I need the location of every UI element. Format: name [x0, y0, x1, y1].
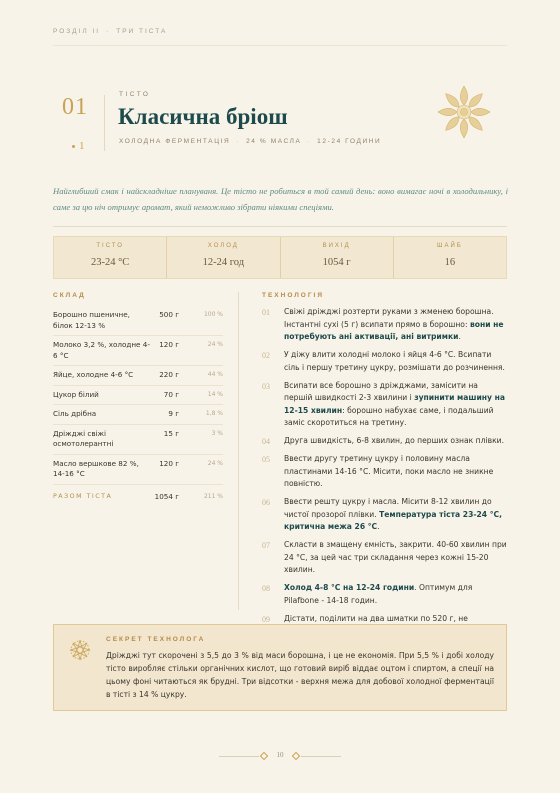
footer-line: [301, 756, 341, 757]
ingredient-row: [53, 405, 223, 425]
technology-step: [262, 435, 508, 448]
step-number: 01: [262, 308, 270, 317]
ingredient-name: Масло вершкове 82 %, 14-16 °C: [53, 458, 139, 478]
ingredient-pct: 44 %: [207, 371, 223, 378]
stat-value: 16: [444, 257, 456, 268]
technology-step: [262, 453, 508, 491]
meta-separator: ·: [307, 138, 312, 145]
diamond-icon: [292, 752, 300, 760]
step-number: 04: [262, 437, 270, 446]
stat-label: ШАЙБ: [436, 243, 463, 249]
total-label: РАЗОМ ТІСТА: [53, 492, 113, 500]
ingredient-qty: 70 г: [163, 389, 179, 399]
ingredient-row: [53, 336, 223, 366]
ingredient-row: [53, 306, 223, 336]
step-fragment: Скласти в змащену ємність, закрити. 40-60 хвилин при 24 °C, за цей час три складання через кожні 15-20 хвилин.: [284, 540, 507, 574]
stat-cold: [167, 237, 280, 278]
ingredient-name: Борошно пшеничне, білок 12-13 %: [53, 310, 130, 330]
footer-line: [219, 756, 259, 757]
ingredient-qty: 120 г: [159, 340, 179, 349]
running-head: [53, 28, 167, 35]
step-fragment: Ввести решту цукру і масла. Місити 8-12 хвилин до чистої прозорої плівки.: [284, 497, 492, 519]
step-text: [284, 349, 508, 374]
stat-value: 12-24 год: [202, 257, 245, 268]
stat-yield: [281, 237, 394, 278]
top-divider: [53, 45, 507, 46]
ingredient-row: [53, 366, 223, 386]
ingredient-pct: 14 %: [207, 390, 223, 398]
ingredient-row: [53, 386, 223, 406]
meta-separator: ·: [236, 138, 241, 145]
stat-value: 1054 г: [322, 257, 351, 268]
meta-item: 24 % МАСЛА: [246, 138, 302, 145]
bullet-dot: [72, 145, 75, 148]
step-emphasis: Холод 4-8 °C на 12-24 години: [284, 583, 415, 592]
step-text: [284, 496, 508, 534]
ingredient-pct: 3 %: [211, 429, 223, 437]
step-number: 02: [262, 351, 270, 360]
step-text: [284, 453, 508, 491]
recipe-meta: [119, 138, 381, 145]
ingredient-pct: 24 %: [207, 341, 223, 348]
ingredient-qty: 500 г: [159, 310, 179, 319]
diamond-icon: [260, 752, 268, 760]
ingredients-heading: СКЛАД: [53, 292, 86, 299]
ingredient-name: Яйце, холодне 4-6 °C: [53, 370, 134, 379]
stat-label: ХОЛОД: [207, 243, 239, 249]
ingredient-row: [53, 425, 223, 455]
ingredient-name: Цукор білий: [53, 389, 99, 399]
step-number: 03: [262, 381, 270, 391]
ingredient-name: Молоко 3,2 %, холодне 4-6 °C: [53, 340, 150, 360]
step-number: 09: [262, 614, 270, 624]
stat-label: ВИХІД: [322, 243, 351, 249]
step-fragment: . Оптимум для Pilafbone - 14-18 годин.: [284, 583, 473, 605]
step-fragment: Дістати, поділити на два шматки по 520 г, не: [284, 613, 468, 623]
recipe-number: 01: [62, 94, 88, 120]
page-footer: [0, 750, 560, 762]
step-text: [284, 582, 508, 607]
stat-label: ТІСТО: [96, 243, 124, 249]
page-number: 10: [276, 751, 284, 759]
header-vertical-divider: [104, 95, 105, 151]
total-pct: 211 %: [203, 492, 223, 500]
stat-dough: [54, 237, 167, 278]
flower-mandala-icon: [436, 84, 492, 140]
recipe-number-sub: [72, 140, 85, 152]
ingredients-table: [53, 306, 223, 506]
stat-value: 23-24 °C: [90, 257, 130, 268]
step-fragment: : борошно набухає саме, і подальший заміс скоротиться на третину.: [284, 405, 494, 427]
column-divider: [238, 292, 239, 610]
recipe-title: Класична бріош: [118, 104, 288, 129]
ingredient-pct: 1,8 %: [205, 410, 223, 417]
technology-step: [262, 496, 508, 534]
step-fragment: Свіжі дріжджі розтерти руками з жменею борошна. Інстантні сухі (5 г) всипати прямо в борошно:: [284, 307, 494, 329]
step-text: [284, 380, 508, 430]
ingredient-pct: 100 %: [203, 311, 223, 318]
step-number: 05: [262, 455, 270, 464]
secret-text: Дріжджі тут скорочені з 5,5 до 3 % від маси борошна, і це не економія. При 5,5 % і добі холоду тісто виробляє стільки органічних кислот, що готовий виріб віддає оцтом і спиртом, а спеції на цьому фоні читаються як брудні. Три відсотки - верхня межа для добової холодної ферментації в тісті з 14 % цукру.: [106, 651, 494, 699]
running-head-separator: ·: [106, 28, 111, 35]
step-number: 06: [262, 498, 270, 507]
secret-box: [53, 624, 507, 711]
mandala-icon: [69, 639, 91, 661]
total-qty: 1054 г: [154, 491, 179, 501]
step-number: 08: [262, 584, 270, 593]
running-head-topic: ТРИ ТІСТА: [116, 28, 168, 35]
step-emphasis: вони не потребують ані активації, ані витримки: [284, 319, 504, 341]
step-number: 07: [262, 541, 270, 550]
recipe-kicker: ТІСТО: [119, 91, 151, 98]
meta-item: ХОЛОДНА ФЕРМЕНТАЦІЯ: [119, 138, 231, 145]
step-text: [284, 435, 508, 448]
technology-step: [262, 349, 508, 374]
ingredient-row: [53, 455, 223, 485]
ingredient-qty: 120 г: [159, 458, 179, 468]
secret-title: СЕКРЕТ ТЕХНОЛОГА: [106, 636, 206, 643]
meta-item: 12-24 ГОДИНИ: [317, 138, 382, 145]
ingredient-pct: 24 %: [207, 459, 223, 467]
ingredient-total-row: [53, 485, 223, 507]
step-fragment: Друга швидкість, 6-8 хвилин, до перших ознак плівки.: [284, 436, 505, 445]
technology-step: [262, 380, 508, 430]
running-head-section: РОЗДІЛ II: [53, 28, 101, 35]
ingredient-name: Сіль дрібна: [53, 409, 97, 418]
technology-steps: [262, 306, 508, 643]
step-text: [284, 306, 508, 344]
intro-divider: [53, 226, 507, 227]
ingredient-qty: 220 г: [159, 370, 179, 379]
ingredient-name: Дріжджі свіжі осмотолерантні: [53, 428, 114, 448]
step-text: [284, 539, 508, 577]
step-emphasis: зупинити машину на 12-15 хвилин: [284, 393, 505, 415]
step-fragment: Всипати все борошно з дріжджами, замісити на першій швидкості 2-3 хвилини і: [284, 380, 478, 402]
technology-step: [262, 539, 508, 577]
ingredient-qty: 15 г: [163, 428, 179, 438]
intro-paragraph: Найглибший смак і найскладніше плануваня. Це тісто не робиться в той самий день: воно вимагає ночі в холодильнику, і саме за цю ніч отримує аромат, який неможливо зібрати ніякими спеціями.: [53, 186, 508, 212]
technology-heading: ТЕХНОЛОГІЯ: [262, 292, 325, 299]
step-fragment: У діжу влити холодні молоко і яйця 4-6 °C. Всипати сіль і першу третину цукру, розмішати до розчинення.: [284, 350, 505, 372]
technology-step: [262, 582, 508, 607]
step-emphasis: Температура тіста 23-24 °C, критична межа 26 °C: [284, 509, 502, 531]
step-fragment: .: [377, 522, 380, 531]
stat-pieces: [394, 237, 506, 278]
stats-bar: [53, 236, 507, 279]
step-fragment: .: [458, 332, 461, 341]
technology-step: [262, 306, 508, 344]
ingredient-qty: 9 г: [168, 409, 179, 418]
recipe-number-sub-text: 1: [79, 140, 85, 152]
step-fragment: Ввести другу третину цукру і половину масла пластинами 14-16 °C. Місити, поки масло не зникне повністю.: [284, 454, 494, 488]
